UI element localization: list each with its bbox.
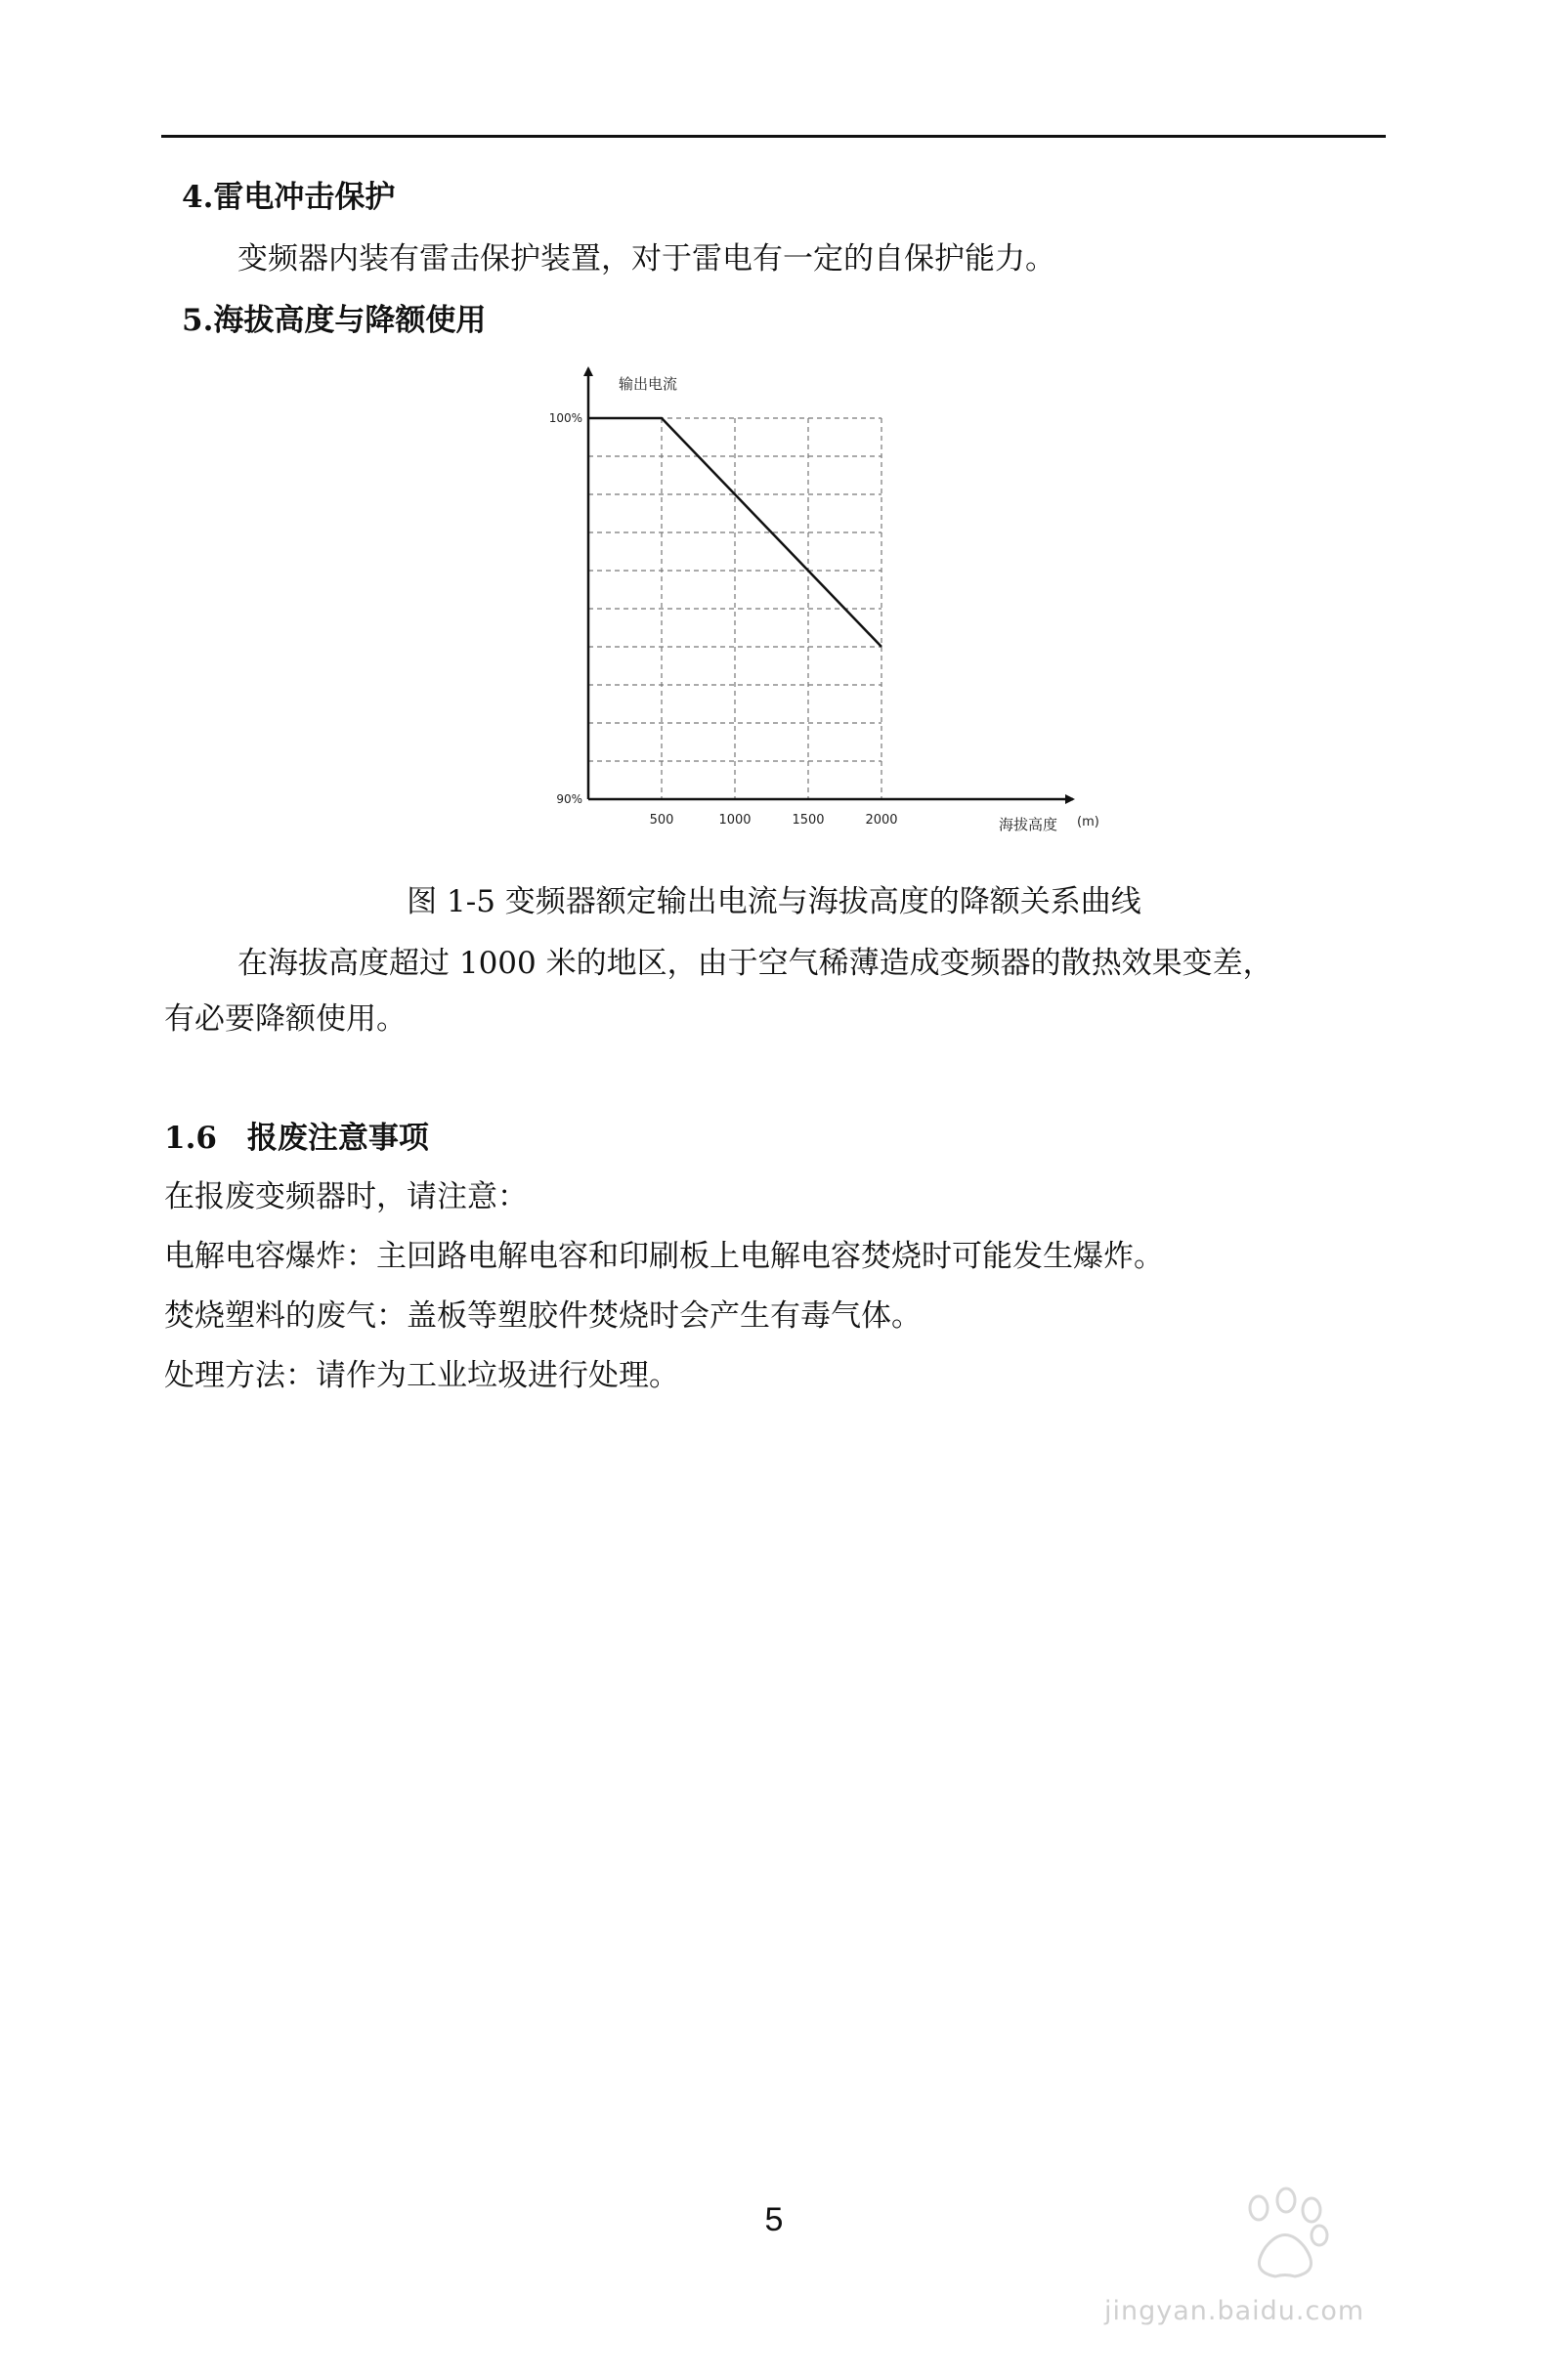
x-tick-label: 1500 — [792, 813, 825, 828]
paragraph-line-1: 在海拔高度超过 1000 米的地区，由于空气稀薄造成变频器的散热效果变差， — [237, 946, 1273, 981]
page-number: 5 — [764, 2201, 784, 2238]
x-tick-label: 1000 — [718, 813, 752, 828]
section-5-title: 5.海拔高度与降额使用 — [182, 303, 487, 338]
section-1-6-line: 在报废变频器时，请注意： — [164, 1179, 528, 1214]
section-4-body: 变频器内装有雷击保护装置，对于雷电有一定的自保护能力。 — [237, 241, 1055, 276]
y-tick-label-top: 100% — [548, 411, 582, 425]
x-axis-unit: (m) — [1077, 815, 1099, 829]
x-tick-labels — [650, 813, 898, 828]
derating-chart — [528, 357, 1114, 855]
x-tick-label: 2000 — [865, 813, 898, 828]
x-axis-label: 海拔高度 — [999, 816, 1058, 833]
section-1-6-line: 处理方法：请作为工业垃圾进行处理。 — [164, 1358, 679, 1393]
figure-caption: 图 1-5 变频器额定输出电流与海拔高度的降额关系曲线 — [407, 884, 1141, 919]
section-1-6-line: 焚烧塑料的废气：盖板等塑胶件焚烧时会产生有毒气体。 — [164, 1298, 922, 1334]
header-rule — [161, 135, 1386, 138]
watermark-url: jingyan.baidu.com — [1104, 2296, 1365, 2326]
section-4-title: 4.雷电冲击保护 — [182, 180, 396, 215]
chart-grid — [588, 418, 882, 799]
y-axis-label: 输出电流 — [619, 375, 678, 393]
section-1-6-title: 1.6 报废注意事项 — [164, 1121, 429, 1156]
paragraph-line-2: 有必要降额使用。 — [164, 1001, 407, 1037]
section-1-6-line: 电解电容爆炸：主回路电解电容和印刷板上电解电容焚烧时可能发生爆炸。 — [164, 1239, 1164, 1274]
y-tick-label-bottom: 90% — [556, 792, 582, 806]
x-tick-label: 500 — [649, 813, 674, 828]
